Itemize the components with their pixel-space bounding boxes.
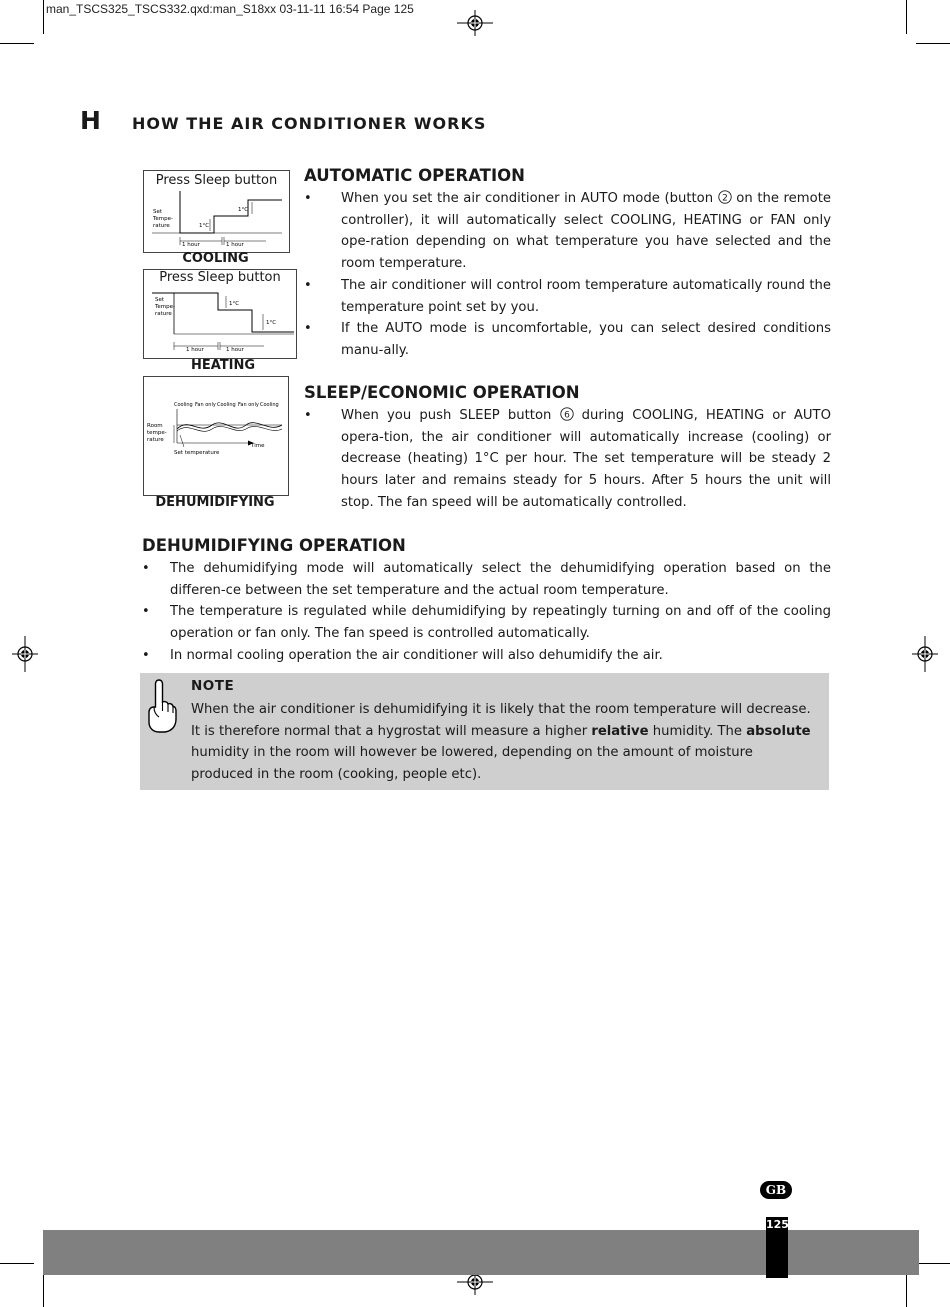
dehumidifying-graph [144, 377, 288, 495]
page-number-block [766, 1217, 788, 1278]
dehumidifying-set-temp-label: Set temperature [174, 450, 220, 456]
heating-step-label: 1°C [266, 320, 277, 326]
list-item: • The air conditioner will control room temperature automatically round the temperature point set by you. [304, 277, 831, 315]
section-title: HOW THE AIR CONDITIONER WORKS [132, 114, 487, 133]
cooling-step-label: 1°C [238, 207, 249, 213]
automatic-heading: AUTOMATIC OPERATION [304, 166, 525, 185]
list-item: • If the AUTO mode is uncomfortable, you can select desired conditions manu-ally. [304, 321, 831, 358]
cooling-axis-label: Set [153, 209, 163, 215]
dehumidifying-mode-label: Cooling [260, 402, 279, 408]
dehumidifying-axis-label: Room [147, 423, 163, 429]
dehumidifying-time-label: Time [251, 443, 265, 449]
list-item: • In normal cooling operation the air conditioner will also dehumidify the air. [142, 647, 663, 663]
dehumidifying-heading: DEHUMIDIFYING OPERATION [142, 536, 406, 555]
dehumidifying-mode-label: Cooling [217, 402, 236, 408]
heating-graph [144, 270, 296, 358]
list-item: • When you set the air conditioner in AUTO mode (button 2 on the remote controller), it will automatically select COOLING, HEATING or FAN only ope-ration depending on what temperature you have selected and the room temperature. [304, 191, 831, 272]
pointing-hand-icon [145, 678, 177, 734]
dehumidifying-mode-label: Fan only [195, 402, 216, 408]
note-text: When the air conditioner is dehumidifying it is likely that the room temperature will decrease. It is therefore normal that a hygrostat will measure a higher relative humidity. The absolute humidity in the room will however be lowered, depending on the amount of moisture produced in the room (cooking, people etc). [191, 702, 811, 783]
dehumidifying-mode-label: Cooling [174, 402, 193, 408]
cooling-hour-label: 1 hour [182, 242, 200, 248]
registration-mark-icon [457, 10, 493, 36]
cooling-step-label: 1°C [199, 223, 210, 229]
registration-mark-icon [12, 636, 38, 672]
list-item: • When you push SLEEP button 6 during COOLING, HEATING or AUTO opera-tion, the air conditioner will automatically increase (cooling) or decrease (heating) 1°C per hour. The set temperature will be steady 2 hours later and remains steady for 5 hours. After 5 hours the unit will stop. The fan speed will be automatically controlled. [304, 408, 831, 510]
registration-mark-icon [912, 636, 938, 672]
list-item: • The dehumidifying mode will automatically select the dehumidifying operation based on the differen-ce between the set temperature and the actual room temperature. [142, 561, 831, 598]
heating-label: HEATING [190, 358, 256, 373]
section-letter: H [80, 106, 101, 135]
sleep-list [304, 405, 831, 514]
dehumidifying-mode-label: Fan only [238, 402, 259, 408]
file-info: man_TSCS325_TSCS332.qxd:man_S18xx 03-11-11 16:54 Page 125 [46, 2, 414, 16]
language-badge: GB [760, 1181, 792, 1199]
note-box [140, 673, 829, 790]
cooling-graph [144, 171, 289, 252]
heating-diagram-title: Press Sleep button [159, 270, 281, 285]
heating-step-label: 1°C [229, 301, 240, 307]
heating-axis-label: rature [155, 311, 172, 317]
cooling-axis-label: rature [153, 223, 170, 229]
circled-number-icon [560, 407, 574, 421]
dehumidifying-axis-label: rature [147, 437, 164, 443]
heating-hour-label: 1 hour [186, 347, 204, 353]
page-number: 125 [766, 1218, 789, 1231]
cooling-axis-label: Tempe- [153, 216, 174, 222]
heating-hour-label: 1 hour [226, 347, 244, 353]
circled-number-icon [718, 190, 732, 204]
heating-axis-label: Set [155, 297, 165, 303]
dehumidifying-axis-label: tempe- [147, 430, 167, 436]
cooling-hour-label: 1 hour [226, 242, 244, 248]
cooling-label: COOLING [182, 251, 249, 266]
svg-text:6: 6 [563, 410, 570, 421]
dehumidifying-list [142, 558, 831, 667]
dehumidifying-diagram [143, 376, 289, 496]
cooling-diagram-title: Press Sleep button [155, 173, 278, 188]
heating-axis-label: Tempe- [155, 304, 176, 310]
list-item: • The temperature is regulated while dehumidifying by repeatingly turning on and off of the cooling operation or fan only. The fan speed is controlled automatically. [142, 604, 831, 642]
cooling-diagram [143, 170, 290, 253]
heating-diagram [143, 269, 297, 359]
note-title: NOTE [191, 678, 235, 694]
svg-text:2: 2 [721, 193, 728, 204]
sleep-heading: SLEEP/ECONOMIC OPERATION [304, 383, 580, 402]
dehumidifying-label: DEHUMIDIFYING [155, 495, 275, 510]
automatic-list [304, 188, 831, 362]
